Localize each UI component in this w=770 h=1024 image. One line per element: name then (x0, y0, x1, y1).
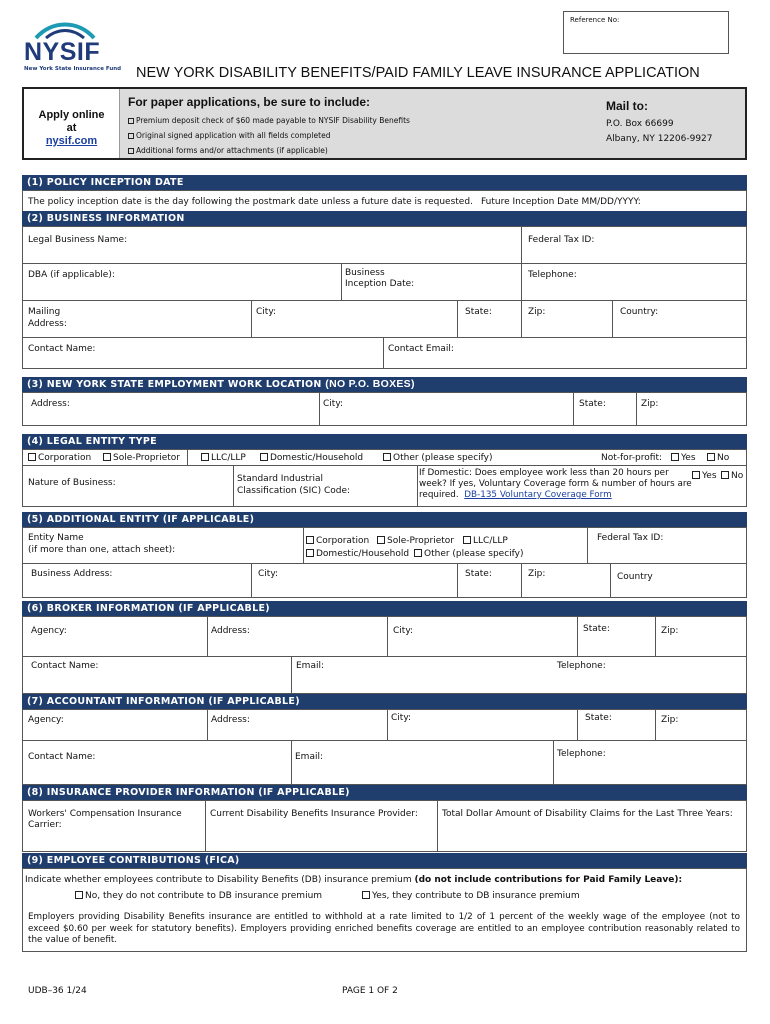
checkbox-icon[interactable] (103, 453, 111, 461)
accountant-grid (22, 709, 747, 785)
state-field[interactable]: State: (465, 307, 492, 317)
accountant-row-1 (23, 710, 746, 741)
policy-inception-row (22, 190, 747, 211)
apply-online-line2: at (66, 122, 77, 134)
inception-text: The policy inception date is the day following the postmark date unless a future date is requested. (28, 197, 473, 207)
add-zip-field[interactable]: Zip: (528, 569, 546, 579)
broker-row-2 (23, 657, 746, 693)
add-option-sole[interactable]: Sole-Proprietor (377, 536, 454, 547)
work-zip-field[interactable]: Zip: (641, 399, 659, 409)
not-for-profit-label: Not-for-profit: (601, 453, 663, 463)
future-inception-label[interactable]: Future Inception Date MM/DD/YYYY: (481, 197, 641, 207)
section-2-header: (2) BUSINESS INFORMATION (22, 211, 747, 226)
domestic-yes[interactable]: Yes (692, 471, 717, 482)
contribution-no-option[interactable]: No, they do not contribute to DB insurance premium (75, 891, 322, 902)
work-state-field[interactable]: State: (579, 399, 606, 409)
federal-tax-id-field[interactable]: Federal Tax ID: (528, 235, 595, 245)
entity-details-row (23, 466, 746, 506)
mailing-label-1: Mailing (28, 307, 61, 317)
mail-address-line1: P.O. Box 66699 (606, 119, 674, 129)
checkbox-icon[interactable] (306, 549, 314, 557)
paper-item: Premium deposit check of $60 made payable to NYSIF Disability Benefits (128, 113, 410, 128)
db-135-form-link[interactable]: DB-135 Voluntary Coverage Form (464, 490, 612, 500)
domestic-no[interactable]: No (721, 471, 743, 482)
add-option-domestic[interactable]: Domestic/Household (306, 549, 409, 560)
nysif-website-link[interactable]: nysif.com (45, 135, 98, 147)
section-5-header: (5) ADDITIONAL ENTITY (IF APPLICABLE) (22, 512, 747, 527)
paper-item: Additional forms and/or attachments (if applicable) (128, 143, 410, 158)
additional-entity-grid (22, 527, 747, 598)
form-id: UDB–36 1/24 (28, 986, 87, 996)
add-business-address-field[interactable]: Business Address: (31, 569, 113, 579)
broker-contact-field[interactable]: Contact Name: (31, 661, 99, 671)
add-state-field[interactable]: State: (465, 569, 492, 579)
nature-of-business-field[interactable]: Nature of Business: (28, 478, 116, 488)
business-address-row (23, 564, 746, 597)
contribution-yes-option[interactable]: Yes, they contribute to DB insurance premium (362, 891, 580, 902)
telephone-field[interactable]: Telephone: (528, 270, 577, 280)
add-option-corporation[interactable]: Corporation (306, 536, 369, 547)
section-3-header (22, 377, 747, 392)
work-address-field[interactable]: Address: (31, 399, 70, 409)
checkbox-icon[interactable] (692, 471, 700, 479)
accountant-contact-field[interactable]: Contact Name: (28, 752, 96, 762)
broker-email-field[interactable]: Email: (296, 661, 325, 671)
checkbox-icon[interactable] (463, 536, 471, 544)
broker-state-field[interactable]: State: (583, 624, 610, 634)
add-option-other[interactable]: Other (please specify) (414, 549, 524, 560)
nfp-no[interactable]: No (707, 453, 729, 464)
legal-entity-grid (22, 449, 747, 507)
accountant-telephone-field[interactable]: Telephone: (557, 749, 606, 759)
section-3-title: (3) NEW YORK STATE EMPLOYMENT WORK LOCATION (27, 379, 322, 390)
option-llc[interactable]: LLC/LLP (201, 453, 246, 464)
employee-contributions-box (22, 868, 747, 952)
section-3-title-suffix: (NO P.O. BOXES) (325, 378, 415, 390)
legal-name-field[interactable]: Legal Business Name: (28, 235, 128, 245)
add-city-field[interactable]: City: (258, 569, 279, 579)
mail-to-heading: Mail to: (606, 99, 648, 113)
row-dba (23, 264, 746, 301)
checkbox-icon (128, 118, 134, 124)
page-number: PAGE 1 OF 2 (342, 986, 398, 996)
city-field[interactable]: City: (256, 307, 277, 317)
option-corporation[interactable]: Corporation (28, 453, 91, 464)
checkbox-icon (128, 133, 134, 139)
broker-row-1 (23, 617, 746, 657)
work-city-field[interactable]: City: (323, 399, 344, 409)
broker-address-field[interactable]: Address: (211, 626, 250, 636)
db-provider-field[interactable]: Current Disability Benefits Insurance Provider: (210, 809, 418, 819)
logo-arc-icon (22, 18, 104, 40)
section-6-header: (6) BROKER INFORMATION (IF APPLICABLE) (22, 601, 747, 616)
domestic-question: If Domestic: Does employee work less than 20 hours per week? If yes, Voluntary Coverage form & number of hours are required. DB-135 Voluntary Coverage Form (419, 468, 692, 500)
contribution-question: Indicate whether employees contribute to Disability Benefits (DB) insurance premium (do not include contributions for Paid Family Leave): (25, 875, 683, 885)
checkbox-icon[interactable] (260, 453, 268, 461)
mail-address (606, 117, 713, 147)
claims-total-field[interactable]: Total Dollar Amount of Disability Claims for the Last Three Years: (442, 809, 733, 819)
paper-item: Original signed application with all fields completed (128, 128, 410, 143)
reference-number-box[interactable] (563, 11, 729, 54)
accountant-city-field[interactable]: City: (391, 713, 412, 723)
reference-label: Reference No: (570, 16, 620, 24)
entity-name-row (23, 528, 746, 564)
entity-options-row (23, 450, 746, 466)
contribution-paragraph: Employers providing Disability Benefits insurance are entitled to withhold at a rate limited to 1/2 of 1 percent of the weekly wage of the employee (not to exceed $0.60 per week for statutory benefits). Employers providing enriched benefits coverage are entitled to an employee contribution reasonably related to the value of benefit. (28, 912, 740, 945)
option-other[interactable]: Other (please specify) (383, 453, 493, 464)
option-domestic[interactable]: Domestic/Household (260, 453, 363, 464)
contact-name-field[interactable]: Contact Name: (28, 344, 96, 354)
section-1-header: (1) POLICY INCEPTION DATE (22, 175, 747, 190)
add-country-field[interactable]: Country (617, 572, 653, 582)
add-federal-tax-id-field[interactable]: Federal Tax ID: (597, 533, 664, 543)
section-4-header: (4) LEGAL ENTITY TYPE (22, 434, 747, 449)
section-8-header: (8) INSURANCE PROVIDER INFORMATION (IF APPLICABLE) (22, 785, 747, 800)
nfp-yes[interactable]: Yes (671, 453, 696, 464)
contact-email-field[interactable]: Contact Email: (388, 344, 454, 354)
wc-carrier-label: Workers' Compensation Insurance (28, 809, 182, 819)
paper-applications-heading: For paper applications, be sure to include: (128, 95, 371, 109)
checkbox-icon[interactable] (75, 891, 83, 899)
work-location-row (22, 392, 747, 426)
section-7-header: (7) ACCOUNTANT INFORMATION (IF APPLICABLE) (22, 694, 747, 709)
broker-city-field[interactable]: City: (393, 626, 414, 636)
checkbox-icon[interactable] (414, 549, 422, 557)
accountant-address-field[interactable]: Address: (211, 715, 250, 725)
accountant-state-field[interactable]: State: (585, 713, 612, 723)
insurance-provider-row (22, 800, 747, 852)
apply-online-panel (24, 89, 120, 158)
checkbox-icon (128, 148, 134, 154)
entity-name-field[interactable]: (if more than one, attach sheet): (28, 545, 176, 555)
checkbox-icon[interactable] (721, 471, 729, 479)
row-mailing (23, 301, 746, 338)
sic-code-field[interactable]: Classification (SIC) Code: (237, 486, 351, 496)
accountant-email-field[interactable]: Email: (295, 752, 324, 762)
mailing-address-field[interactable]: Address: (28, 319, 67, 329)
row-legal-name (23, 227, 746, 264)
zip-field[interactable]: Zip: (528, 307, 546, 317)
checkbox-icon[interactable] (671, 453, 679, 461)
checkbox-icon[interactable] (707, 453, 715, 461)
nysif-logo (22, 18, 122, 78)
checkbox-icon[interactable] (362, 891, 370, 899)
accountant-zip-field[interactable]: Zip: (661, 715, 679, 725)
mail-address-line2: Albany, NY 12206-9927 (606, 134, 713, 144)
wc-carrier-field[interactable]: Carrier: (28, 820, 62, 830)
logo-subtitle: New York State Insurance Fund (24, 66, 122, 72)
broker-telephone-field[interactable]: Telephone: (557, 661, 606, 671)
accountant-row-2 (23, 741, 746, 784)
option-sole-proprietor[interactable]: Sole-Proprietor (103, 453, 180, 464)
logo-wordmark: NYSIF (24, 38, 101, 66)
business-inception-label-1: Business (345, 268, 385, 278)
paper-items-list (128, 113, 410, 158)
apply-online-line1: Apply online (38, 109, 105, 121)
broker-agency-field[interactable]: Agency: (31, 626, 67, 636)
business-info-grid (22, 226, 747, 369)
checkbox-icon[interactable] (306, 536, 314, 544)
sic-label-1: Standard Industrial (237, 474, 324, 484)
row-contact (23, 338, 746, 368)
checkbox-icon[interactable] (28, 453, 36, 461)
business-inception-field[interactable]: Inception Date: (345, 279, 415, 289)
entity-name-label: Entity Name (28, 533, 84, 543)
checkbox-icon[interactable] (383, 453, 391, 461)
instructions-box (22, 87, 747, 160)
dba-field[interactable]: DBA (if applicable): (28, 270, 115, 280)
accountant-agency-field[interactable]: Agency: (28, 715, 64, 725)
page-title: NEW YORK DISABILITY BENEFITS/PAID FAMILY LEAVE INSURANCE APPLICATION (136, 65, 700, 81)
checkbox-icon[interactable] (201, 453, 209, 461)
checkbox-icon[interactable] (377, 536, 385, 544)
add-option-llc[interactable]: LLC/LLP (463, 536, 508, 547)
broker-zip-field[interactable]: Zip: (661, 626, 679, 636)
section-9-header: (9) EMPLOYEE CONTRIBUTIONS (FICA) (22, 853, 747, 868)
country-field[interactable]: Country: (620, 307, 659, 317)
broker-grid (22, 616, 747, 694)
